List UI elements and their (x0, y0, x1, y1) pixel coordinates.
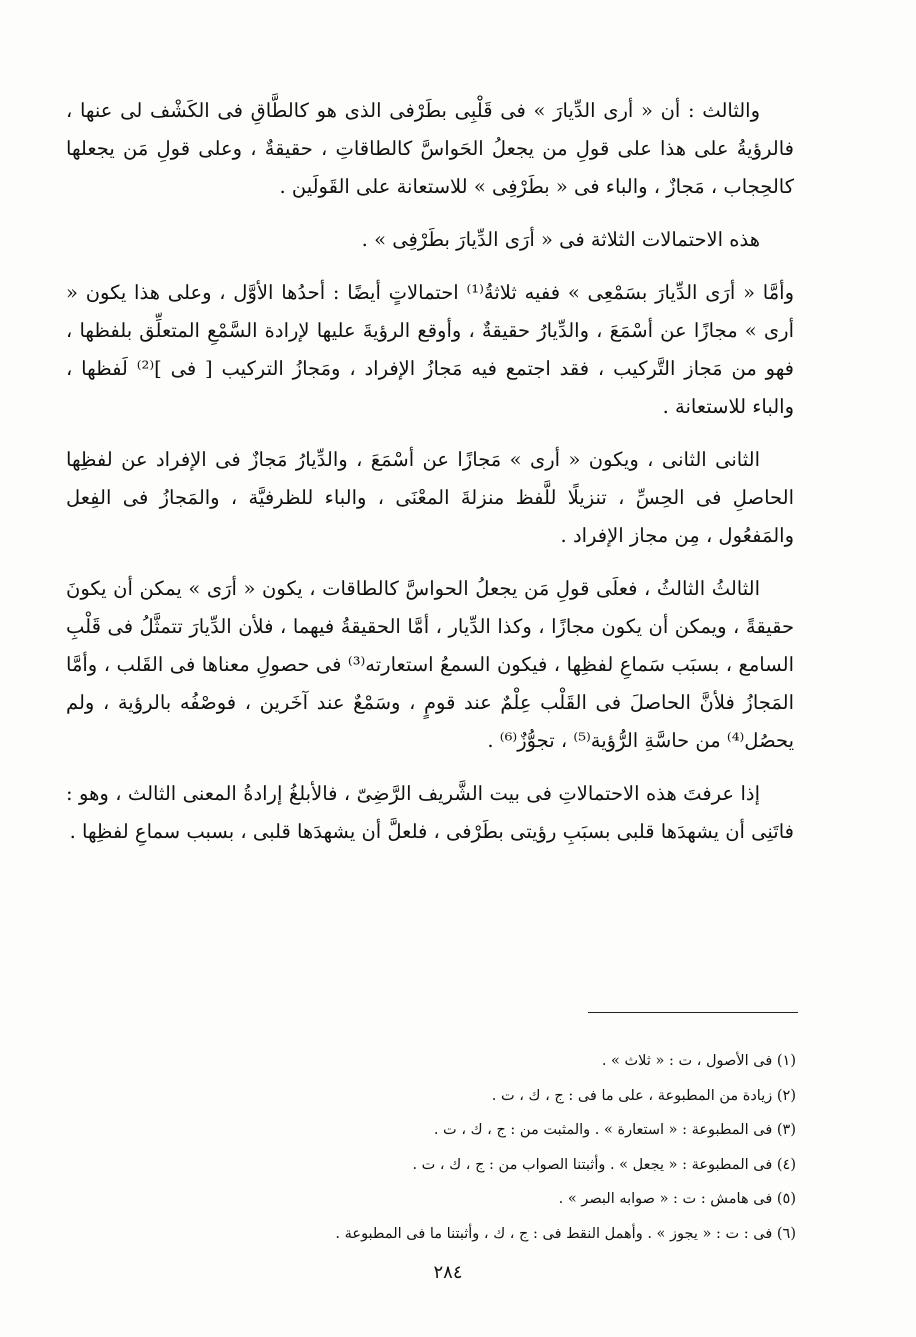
footnote: (١) فى الأصول ، ت : « ثلاث » . (601, 1053, 796, 1069)
page-number: ٢٨٤ (433, 1262, 463, 1283)
footnotes (120, 1044, 796, 1251)
paragraph: الثالثُ الثالثُ ، فعلَى قولِ مَن يجعلُ الحواسَّ كالطاقات ، يكون « أرَى » يمكن أن يكونَ حقيقةً ، ويمكن أن يكون مجازًا ، وكذا الدِّيار ، أمَّا الحقيقةُ فيهما ، فلأن الدِّيارَ تتمثَّلُ فى قَلْبِ السامع ، بسبَب سَماعِ لفظِها ، فيكون السمعُ استعارته⁽³⁾ فى حصولِ معناها فى القَلب ، وأمَّا المَجازُ فلأنَّ الحاصلَ فى القَلْب عِلْمٌ عند قومٍ ، وسَمْعٌ عند آخَرين ، فوصْفُه بالرؤية ، ولم يحصُل⁽⁴⁾ من حاسَّةِ الرُّؤية⁽⁵⁾ ، تجوُّزٌ⁽⁶⁾ . (66, 577, 795, 752)
footnote: (٤) فى المطبوعة : « يجعل » . وأثبتنا الصواب من : ج ، ك ، ت . (412, 1156, 796, 1173)
footnote: (٣) فى المطبوعة : « استعارة » . والمثبت من : ج ، ك ، ت . (433, 1122, 796, 1138)
footnote: (٢) زيادة من المطبوعة ، على ما فى : ج ، ك ، ت . (491, 1087, 796, 1104)
main-text (66, 92, 794, 866)
paragraph: هذه الاحتمالات الثلاثة فى « أرَى الدِّيارَ بطَرْفِى » . (361, 228, 760, 251)
footnote-separator (588, 1012, 798, 1013)
footnote: (٦) فى : ت : « يجوز » . وأهمل النقط فى : ج ، ك ، وأثبتنا ما فى المطبوعة . (335, 1225, 796, 1242)
paragraph: إذا عرفتَ هذه الاحتمالاتِ فى بيت الشَّريف الرَّضِىّ ، فالأبلغُ إرادةُ المعنى الثالث ، وهو : فاتَنِى أن يشهدَها قلبى بسبَبِ رؤيتى بطَرْفى ، فلعلَّ أن يشهدَها قلبى ، بسبب سماعِ لفظِها . (66, 782, 794, 843)
paragraph: الثانى الثانى ، ويكون « أرى » مَجازًا عن أسْمَعَ ، والدِّيارُ مَجازٌ فى الإفراد عن لفظِها الحاصلِ فى الحِسِّ ، تنزيلًا للَّفظ منزلةَ المعْنَى ، والباء للظرفيَّة ، والمَجازُ فى الفِعل والمَفعُول ، مِن مجاز الإفراد . (66, 448, 794, 547)
paragraph: والثالث : أن « أرى الدِّيارَ » فى قَلْبِى بطَرْفى الذى هو كالطَّاقِ فى الكَشْف لى عنها ، فالرؤيةُ على هذا على قولِ من يجعلُ الحَواسَّ كالطاقاتِ ، حقيقةٌ ، وعلى قولِ مَن يجعلها كالحِجاب ، مَجازٌ ، والباء فى « بطَرْفِى » للاستعانة على القَولَين . (66, 99, 794, 198)
paragraph: وأمَّا « أرَى الدِّيارَ بسَمْعِى » ففيه ثلاثةُ⁽¹⁾ احتمالاتٍ أيضًا : أحدُها الأوَّل ، وعلى هذا يكون « أرى » مجازًا عن أسْمَعَ ، والدِّيارُ حقيقةٌ ، وأوقع الرؤيةَ عليها لإرادة السَّمْعِ المتعلِّق بلفظها ، فهو من مَجاز التَّركيب ، فقد اجتمع فيه مَجازُ الإفراد ، ومَجازُ التركيب [ فى ]⁽²⁾ لَفظها ، والباء للاستعانة . (66, 281, 795, 418)
footnote: (٥) فى هامش : ت : « صوابه البصر » . (558, 1191, 796, 1207)
